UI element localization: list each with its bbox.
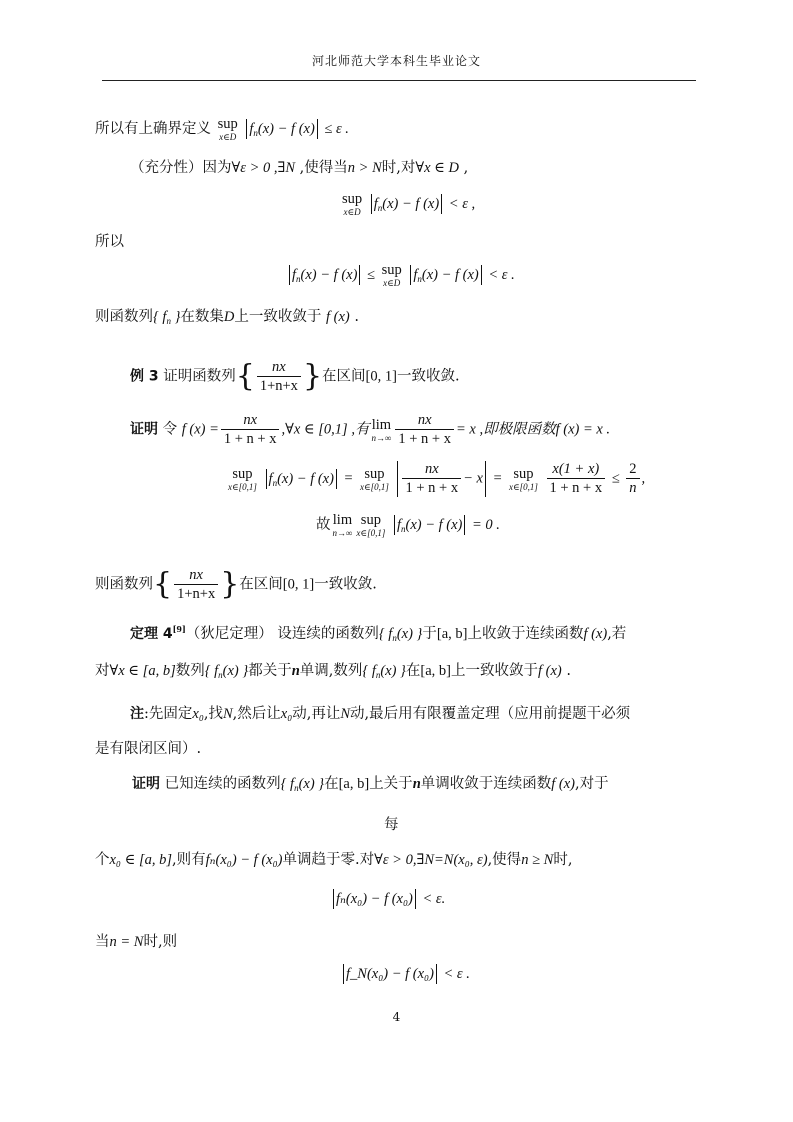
formula-sup-less-eps: sup x∈D $f_n(x) - f$ (x) < ε , bbox=[342, 191, 476, 217]
note-line2: 是有限闭区间）. bbox=[95, 741, 202, 757]
line-sufficiency: （充分性）因为∀ε > 0 ,∃N ,使得当n > N时,对∀x ∈ D , bbox=[130, 160, 469, 176]
formula-abs-le-sup: $f_n(x) - f$ (x) ≤ sup x∈D $f_n(x) - f$ (x) < ε . bbox=[287, 262, 515, 289]
citation-ref: [9] bbox=[172, 624, 186, 634]
line-therefore: 所以 bbox=[95, 234, 124, 250]
line-each: 每 bbox=[384, 817, 399, 833]
proof-2: 证明 已知连续的函数列{ $f_n(x)$ }在[a, b]上关于n单调收敛于连续函数f (x),对于 bbox=[132, 776, 609, 793]
theorem-label: 定理 4 bbox=[130, 626, 173, 642]
proof-line: 证明 令 f (x) = $\frac{nx}{1 + n + x}$ ,∀x ∈ [0,1] ,有 lim n→∞ $\frac{nx}{1 + n + x}$ = x ,即极限函数f (x) = x . bbox=[130, 412, 611, 447]
line-uniform-convergence: 则函数列{ $f_n$ }在数集D上一致收敛于 f (x) . bbox=[95, 309, 359, 326]
proof-label: 证明 bbox=[130, 421, 158, 438]
line-sup-definition: 所以有上确界定义 sup x∈D $f_n(x) - f$ (x) ≤ ε . bbox=[95, 116, 349, 142]
note-label: 注 bbox=[130, 706, 144, 722]
example-label: 例 3 bbox=[130, 368, 159, 385]
proof-2-line3: 个x₀ ∈ [a, b],则有fₙ(x₀) − f (x₀)单调趋于零.对∀ε > 0,∃N=N(x₀, ε),使得n ≥ N时, bbox=[95, 852, 573, 868]
sup-operator: sup x∈D bbox=[217, 116, 238, 142]
abs-expression: $f_n(x) - f$ (x) bbox=[249, 121, 315, 138]
formula-fN-x0: f_N(x₀) − f (x₀) < ε . bbox=[341, 964, 470, 984]
note: 注:先固定x₀,找N,然后让x₀动,再让N动,最后用有限覆盖定理（应用前提题干必须 bbox=[130, 706, 631, 722]
text: 所以有上确界定义 bbox=[95, 121, 211, 137]
proof2-label: 证明 bbox=[132, 776, 160, 792]
header-rule bbox=[102, 80, 696, 81]
formula-limit-zero: 故 lim n→∞ sup x∈[0,1] $f_n(x) - f$ (x) = 0 . bbox=[316, 512, 500, 538]
page-number: 4 bbox=[392, 1010, 401, 1024]
theorem-4: 定理 4[9]（狄尼定理） 设连续的函数列{ $f_n(x)$ }于[a, b]上收敛于连续函数f (x),若 bbox=[130, 624, 627, 643]
running-header: 河北师范大学本科生毕业论文 bbox=[311, 54, 481, 68]
example-3: 例 3 证明函数列{ $\frac{nx}{1+n+x}$ }在区间[0, 1]一致收敛. bbox=[130, 358, 460, 394]
line-when-n-equals-N: 当n = N时,则 bbox=[95, 934, 178, 950]
formula-fn-x0: fₙ(x₀) − f (x₀) < ε. bbox=[331, 889, 445, 909]
fraction: $\frac{nx}{1+n+x}$ bbox=[257, 358, 301, 395]
formula-chain: sup x∈[0,1] $f_n(x) - f$ (x) = sup x∈[0,1] $\frac{nx}{1 + n + x}$ − x = sup x∈[0,1] $\frac{x(1 + x)}{1 + n + x}$ ≤ $\frac{2}{n}$ , bbox=[228, 461, 646, 496]
example-conclusion: 则函数列{ $\frac{nx}{1+n+x}$ }在区间[0, 1]一致收敛. bbox=[95, 566, 377, 602]
theorem-4-line2: 对∀x ∈ [a, b]数列{ $f_n(x)$ }都关于n单调,数列{ $f_n(x)$ }在[a, b]上一致收敛于f (x) . bbox=[95, 663, 571, 680]
